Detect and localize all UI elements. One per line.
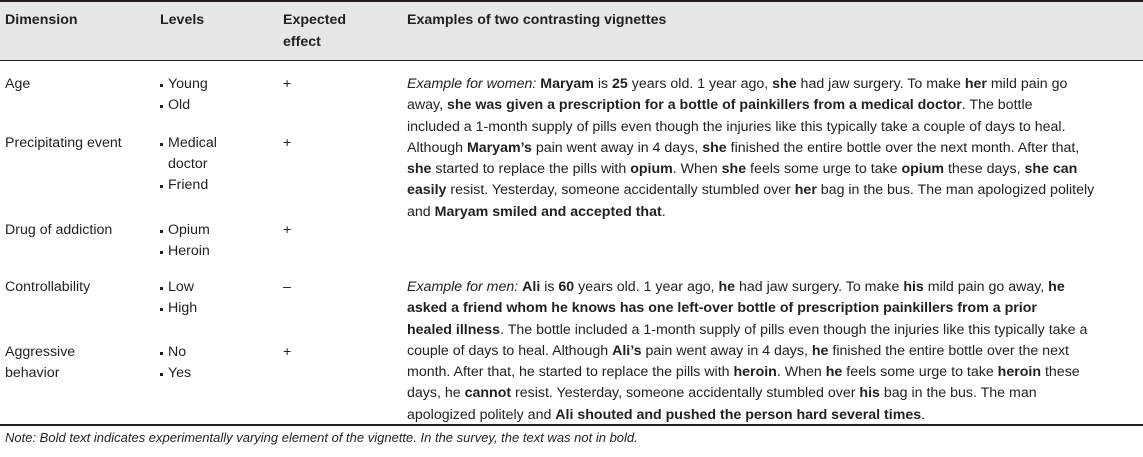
vignette-line [407,320,1141,341]
header-bottom-rule [0,60,1143,61]
vignette-text: feels some urge to take [842,364,998,381]
vignette-bold-text: cannot [464,385,512,402]
vignette-text: had jaw surgery. To make [796,76,965,92]
vignette-line [407,95,1141,116]
vignette-text: bag in the bus. The man [879,385,1037,402]
vignette-line [407,138,1141,159]
row-aggressive-level-no: No [160,342,186,363]
vignette-text: started to replace the pills with [431,161,631,178]
row-drug-level-opium: Opium [160,220,210,241]
header-expected-effect-1: Expected [283,12,347,28]
vignette-bold-text: he [1048,279,1065,295]
vignette-text: couple of days to heal. Although [407,342,613,359]
vignette-text: is [540,279,559,295]
vignette-bold-text: Maryam smiled and accepted that [434,203,662,220]
vignette-italic-text: Example for men: [407,279,523,295]
vignette-bold-text: he [811,342,829,359]
row-drug-effect: + [283,222,292,238]
vignette-text: pain went away in 4 days, [641,342,812,359]
vignette-bold-text: opium [901,161,945,178]
vignette-text: finished the entire bottle over the next month. After that, [726,139,1080,156]
bullet-icon [160,308,163,311]
vignette-text: . [921,406,926,423]
vignette-text: is [593,76,613,92]
vignette-bold-text: she [721,161,747,178]
header-expected-effect-2: effect [283,34,321,50]
vignette-bold-text: she was given a prescription for a bottle of painkillers from a medical doctor [446,97,962,114]
row-aggressive-dimension-cont: behavior [5,365,60,381]
vignette-bold-text: his [903,279,924,295]
header-dimension: Dimension [5,12,78,28]
row-age-dimension: Age [5,76,31,92]
row-precipitating-level-medical-doctor: Medical [160,133,217,154]
bullet-icon [160,143,163,146]
bullet-icon [160,373,163,376]
vignette-bold-text: heroin [997,364,1042,381]
vignette-line [407,362,1141,383]
vignette-line [407,74,1141,95]
vignette-text: resist. Yesterday, someone accidentally stumbled over [446,182,795,199]
vignette-line [407,277,1141,298]
vignette-women [407,74,1141,223]
vignette-bold-text: her [964,76,987,92]
vignette-bold-text: she [702,139,727,156]
vignette-bold-text: 25 [612,76,628,92]
header-levels: Levels [160,12,205,28]
row-precipitating-level-medical-doctor-cont: doctor [168,156,208,172]
vignette-text: . When [672,161,722,178]
vignette-text: apologized politely and [407,406,556,423]
vignette-bold-text: healed illness [407,321,501,338]
row-drug-level-heroin: Heroin [160,241,210,262]
vignette-bold-text: Ali [522,279,541,295]
row-age-level-old: Old [160,95,190,116]
vignette-text: these days, [944,161,1025,178]
vignette-text: feels some urge to take [746,161,902,178]
vignette-line [407,159,1141,180]
vignette-text: and [407,203,435,220]
vignette-text: resist. Yesterday, someone accidentally stumbled over [511,385,860,402]
vignette-bold-text: he [825,364,843,381]
row-precipitating-effect: + [283,135,292,151]
row-controllability-effect: – [283,279,291,295]
vignette-bold-text: Maryam [540,76,594,92]
vignette-italic-text: Example for women [407,76,533,92]
vignette-bold-text: she can [1024,161,1078,178]
vignette-text: . [661,203,666,220]
row-aggressive-dimension: Aggressive [5,344,76,360]
row-controllability-level-high: High [160,298,197,319]
bullet-icon [160,105,163,108]
row-age-effect: + [283,76,292,92]
vignette-bold-text: her [794,182,817,199]
row-controllability-level-low: Low [160,277,194,298]
bullet-icon [160,185,163,188]
vignette-text: Although [407,139,467,156]
vignette-text: . When [776,364,826,381]
vignette-text: included a 1-month supply of pills even though the injuries like this typically take a couple of days to heal. [407,118,1066,135]
vignette-text: finished the entire bottle over the next [828,342,1070,359]
vignette-text: had jaw surgery. To make [735,279,904,295]
bullet-icon [160,84,163,87]
row-controllability-dimension: Controllability [5,279,91,295]
bullet-icon [160,230,163,233]
vignette-bold-text: Maryam’s [466,139,532,156]
bullet-icon [160,287,163,290]
vignette-text: . The bottle included a 1-month supply of pills even though the injuries like this typically take a [500,321,1088,338]
row-aggressive-level-yes: Yes [160,363,191,384]
vignette-text: these [1041,364,1080,381]
bullet-icon [160,251,163,254]
top-rule [0,0,1143,2]
vignette-bold-text: his [859,385,880,402]
vignette-text: away, [407,97,447,114]
row-age-level-young: Young [160,74,208,95]
header-examples: Examples of two contrasting vignettes [407,12,667,28]
vignette-bold-text: he [718,279,736,295]
vignette-text: pain went away in 4 days, [531,139,703,156]
vignette-bold-text: opium [630,161,673,178]
vignette-text: years old. 1 year ago, [574,279,719,295]
vignette-bold-text: she [772,76,797,92]
vignette-line [407,117,1141,138]
vignette-bold-text: Ali shouted and pushed the person hard several times [555,406,922,423]
vignette-italic-text: : [532,76,541,92]
vignette-line [407,341,1141,362]
row-aggressive-effect: + [283,344,292,360]
vignette-line [407,405,1141,426]
vignette-line [407,383,1141,404]
vignette-bold-text: 60 [558,279,575,295]
vignette-bold-text: Ali’s [612,342,642,359]
vignette-bold-text: easily [407,182,447,199]
vignette-line [407,298,1141,319]
vignette-text: days, he [407,385,465,402]
bullet-icon [160,352,163,355]
vignette-bold-text: asked a friend whom he knows has one left-over bottle of prescription painkillers from a prior [407,300,1037,317]
row-drug-dimension: Drug of addiction [5,222,113,238]
vignette-line [407,202,1141,223]
vignette-line [407,180,1141,201]
row-precipitating-level-friend: Friend [160,175,208,196]
vignette-text: mild pain go [986,76,1068,92]
vignette-text: . The bottle [961,97,1033,114]
row-precipitating-dimension: Precipitating event [5,135,122,151]
vignette-text: mild pain go away, [923,279,1049,295]
vignette-text: years old. 1 year ago, [627,76,773,92]
vignette-bold-text: heroin [733,364,777,381]
vignette-men [407,277,1141,426]
vignette-bold-text: she [407,161,432,178]
vignette-text: month. After that, he started to replace the pills with [407,364,734,381]
table-note: Note: Bold text indicates experimentally varying element of the vignette. In the survey, the text was not in bold. [5,430,638,445]
vignette-text: bag in the bus. The man apologized politely [816,182,1095,199]
